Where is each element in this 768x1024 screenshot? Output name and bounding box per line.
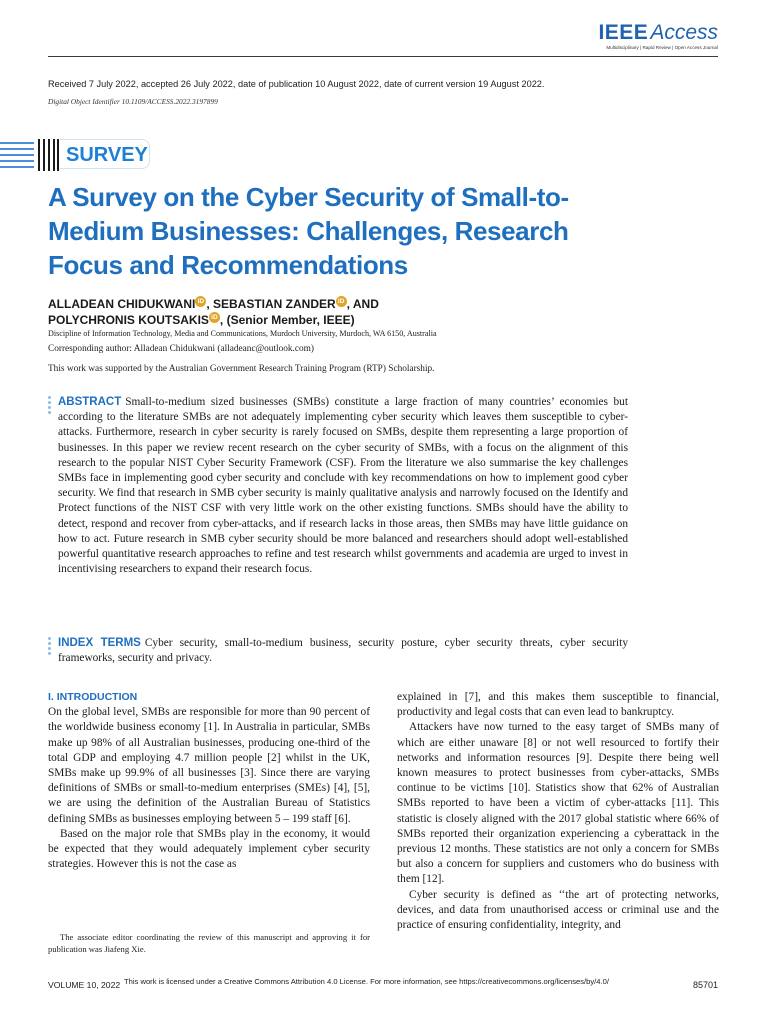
orcid-icon[interactable]: iD [209, 312, 220, 323]
logo-access-text: Access [650, 21, 718, 44]
corresponding-author: Corresponding author: Alladean Chidukwani (alladeanc@outlook.com) [48, 344, 314, 354]
orcid-icon[interactable]: iD [195, 296, 206, 307]
author-name: SEBASTIAN ZANDER [213, 297, 336, 311]
author-separator: , [206, 297, 213, 311]
section-heading: I. INTRODUCTION [48, 691, 138, 703]
body-paragraph: explained in [7], and this makes them susceptible to financial, productivity and legal costs that can even lead to bankruptcy. [397, 691, 719, 719]
abstract-text: Small-to-medium sized businesses (SMBs) constitute a large fraction of many countries’ economies but according to the literature SMBs are not adequately implementing cyber security which leaves them susceptible to cyber-attacks. Furthermore, research in cyber security is rarely focused on SMBs, despite them representing a large proportion of businesses. In this paper we review recent research on the cyber security of SMBs, with a focus on the alignment of this research to the popular NIST Cyber Security Framework (CSF). From the literature we also summarise the key challenges SMBs face in implementing good cyber security and conclude with key recommendations on how to implement good cyber security. We find that research in SMB cyber security is mainly qualitative analysis and narrowly focused on the Identify and Protect functions of the NIST CSF with very little work on the other existing functions. SMBs should have the ability to detect, respond and recover from cyber-attacks, and if research lacks in those areas, then SMBs may have little guidance on how to act. Future research in SMB cyber security should be more balanced and researchers should adopt well-established powerful quantitative research approaches to refine and test research whilst governments and academia are urged to invest in incentivising researchers to expand their research focus. [58, 396, 628, 576]
abstract-dots-icon [48, 396, 51, 416]
logo-ieee-text: IEEE [598, 21, 649, 44]
abstract [58, 395, 628, 577]
header-rule [48, 56, 718, 57]
logo-tagline: Multidisciplinary | Rapid Review | Open Access Journal [606, 45, 718, 50]
author-membership: , (Senior Member, IEEE) [219, 313, 355, 327]
footnote-text: The associate editor coordinating the review of this manuscript and approving it for publication was Jiafeng Xie. [48, 932, 370, 954]
author-name: POLYCHRONIS KOUTSAKIS [48, 313, 209, 327]
editor-footnote [48, 932, 370, 955]
body-paragraph: Based on the major role that SMBs play in the economy, it would be expected that they would adequately implement cyber security strategies. However this is not the case as [48, 827, 370, 871]
author-list [48, 296, 668, 328]
index-terms-dots-icon [48, 637, 51, 657]
index-terms [58, 636, 628, 666]
author-affiliation: Discipline of Information Technology, Media and Communications, Murdoch University, Murdoch, WA 6150, Australia [48, 329, 437, 338]
abstract-label: ABSTRACT [58, 396, 122, 408]
author-name: ALLADEAN CHIDUKWANI [48, 297, 196, 311]
page-number: 85701 [692, 980, 718, 990]
body-column-right [397, 690, 719, 933]
body-paragraph: Cyber security is defined as ‘‘the art of protecting networks, devices, and data from unauthorised access or criminal use and the practice of ensuring confidentiality, integrity, and [397, 888, 719, 932]
index-terms-label: INDEX TERMS [58, 637, 141, 649]
footer-license[interactable]: This work is licensed under a Creative Commons Attribution 4.0 License. For more information, see https://creativecommons.org/licenses/by/4.0/ [124, 977, 609, 986]
doi-line: Digital Object Identifier 10.1109/ACCESS.2022.3197899 [48, 97, 218, 106]
footer-volume: VOLUME 10, 2022 [48, 980, 121, 990]
survey-badge-stripes-icon [0, 137, 60, 173]
article-type-badge: SURVEY [60, 139, 150, 169]
body-paragraph: Attackers have now turned to the easy target of SMBs many of which are either unaware [8] or not well resourced to fortify their networks and information resources [9]. Despite there being well known measures to protect businesses from cyber-attacks, SMBs continue to be victims [10]. Statistics show that 62% of Australian SMBs reported to have been a victim of cyber-attacks [11]. This statistic is closely aligned with the 2017 global statistic where 66% of SMBs reported their organization experiencing a cyberattack in the previous 12 months. These statistics are not only a concern for SMBs but also a concern for suppliers and customers who do business with them [12]. [397, 721, 719, 886]
index-terms-text: Cyber security, small-to-medium business, security posture, cyber security threats, cyber security frameworks, security and privacy. [58, 637, 629, 665]
body-column-left [48, 690, 370, 872]
received-dates: Received 7 July 2022, accepted 26 July 2022, date of publication 10 August 2022, date of current version 19 August 2022. [48, 79, 545, 89]
journal-logo [598, 22, 718, 51]
funding-statement: This work was supported by the Australian Government Research Training Program (RTP) Scholarship. [48, 364, 435, 374]
author-separator: , AND [346, 297, 379, 311]
orcid-icon[interactable]: iD [336, 296, 347, 307]
body-paragraph: On the global level, SMBs are responsible for more than 90 percent of the worldwide business economy [1]. In Australia in particular, SMBs make up 98% of all Australian businesses, producing one-third of the total GDP and employing 4.7 million people [2] whilst in the UK, SMBs make up 99.9% of all businesses [3]. Since there are varying definitions of SMBs or small-to-medium enterprises (SMEs) [4], [5], we are using the definition of the Australian Bureau of Statistics defining SMBs as businesses employing between 5 – 199 staff [6]. [48, 706, 370, 825]
paper-title: A Survey on the Cyber Security of Small-to-Medium Businesses: Challenges, Research Focus and Recommendations [48, 182, 569, 280]
